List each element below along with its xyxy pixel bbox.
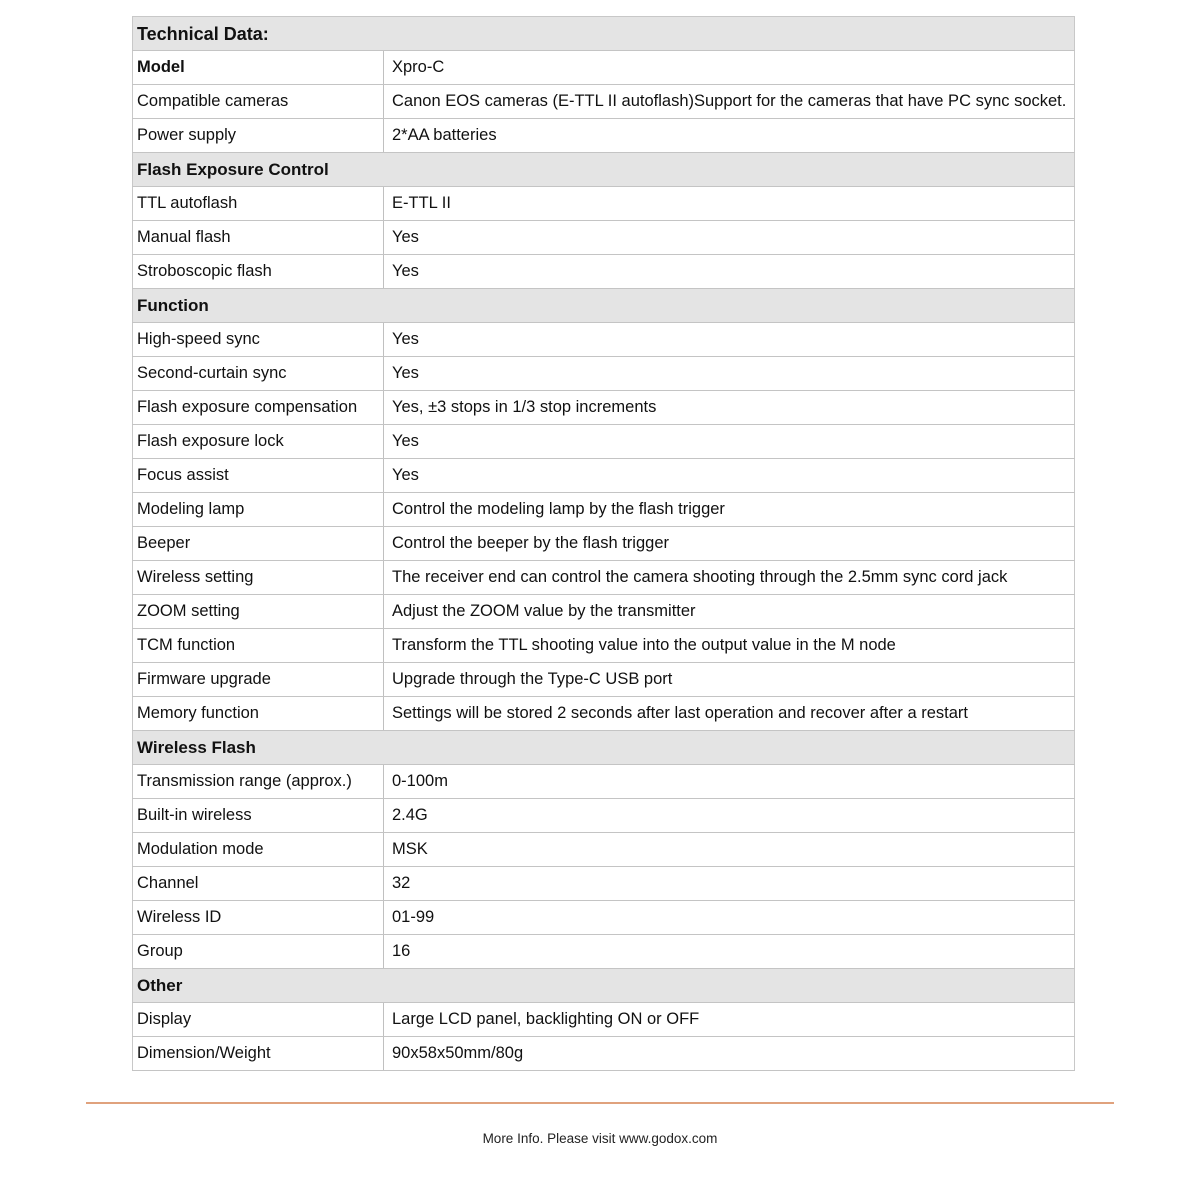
spec-value: Control the modeling lamp by the flash trigger <box>384 493 1075 527</box>
spec-value: Canon EOS cameras (E-TTL II autoflash)Support for the cameras that have PC sync socket. <box>384 85 1075 119</box>
spec-value: MSK <box>384 833 1075 867</box>
spec-value: 2.4G <box>384 799 1075 833</box>
spec-value: Large LCD panel, backlighting ON or OFF <box>384 1003 1075 1037</box>
spec-label: Built-in wireless <box>133 799 384 833</box>
table-row <box>133 119 1075 153</box>
spec-label: Display <box>133 1003 384 1037</box>
spec-label: Second-curtain sync <box>133 357 384 391</box>
table-row <box>133 765 1075 799</box>
table-row <box>133 527 1075 561</box>
section-heading: Flash Exposure Control <box>133 153 1075 187</box>
spec-label: Dimension/Weight <box>133 1037 384 1071</box>
spec-label: TTL autoflash <box>133 187 384 221</box>
spec-label: Channel <box>133 867 384 901</box>
spec-value: Yes <box>384 459 1075 493</box>
spec-label: ZOOM setting <box>133 595 384 629</box>
spec-value: E-TTL II <box>384 187 1075 221</box>
table-row <box>133 561 1075 595</box>
spec-value: Yes, ±3 stops in 1/3 stop increments <box>384 391 1075 425</box>
table-row <box>133 255 1075 289</box>
spec-value: Yes <box>384 221 1075 255</box>
spec-label: Power supply <box>133 119 384 153</box>
table-row <box>133 425 1075 459</box>
table-row <box>133 629 1075 663</box>
table-row <box>133 697 1075 731</box>
table-title: Technical Data: <box>133 17 1075 51</box>
table-row <box>133 187 1075 221</box>
section-heading: Wireless Flash <box>133 731 1075 765</box>
spec-label: Firmware upgrade <box>133 663 384 697</box>
section-header-row <box>133 731 1075 765</box>
spec-value: 01-99 <box>384 901 1075 935</box>
table-row <box>133 663 1075 697</box>
spec-label: Wireless ID <box>133 901 384 935</box>
spec-value: 90x58x50mm/80g <box>384 1037 1075 1071</box>
section-header-row <box>133 153 1075 187</box>
spec-value: The receiver end can control the camera shooting through the 2.5mm sync cord jack <box>384 561 1075 595</box>
table-row <box>133 85 1075 119</box>
spec-label: Flash exposure compensation <box>133 391 384 425</box>
section-heading: Function <box>133 289 1075 323</box>
table-row <box>133 799 1075 833</box>
spec-value: 0-100m <box>384 765 1075 799</box>
spec-label: Flash exposure lock <box>133 425 384 459</box>
spec-label: Group <box>133 935 384 969</box>
table-row <box>133 323 1075 357</box>
spec-label: Stroboscopic flash <box>133 255 384 289</box>
spec-label: Model <box>133 51 384 85</box>
table-row <box>133 1003 1075 1037</box>
table-row <box>133 935 1075 969</box>
spec-label: Memory function <box>133 697 384 731</box>
spec-label: Focus assist <box>133 459 384 493</box>
spec-value: 32 <box>384 867 1075 901</box>
table-title-row <box>133 17 1075 51</box>
spec-value: Xpro-C <box>384 51 1075 85</box>
spec-value: 2*AA batteries <box>384 119 1075 153</box>
spec-value: Adjust the ZOOM value by the transmitter <box>384 595 1075 629</box>
spec-label: TCM function <box>133 629 384 663</box>
table-row <box>133 833 1075 867</box>
spec-value: Yes <box>384 255 1075 289</box>
spec-value: Upgrade through the Type-C USB port <box>384 663 1075 697</box>
footer-text: More Info. Please visit www.godox.com <box>482 1131 718 1146</box>
section-header-row <box>133 969 1075 1003</box>
table-row <box>133 595 1075 629</box>
spec-value: Settings will be stored 2 seconds after last operation and recover after a restart <box>384 697 1075 731</box>
table-row <box>133 391 1075 425</box>
spec-label: Modeling lamp <box>133 493 384 527</box>
table-row <box>133 51 1075 85</box>
table-row <box>133 357 1075 391</box>
table-row <box>133 221 1075 255</box>
spec-label: Beeper <box>133 527 384 561</box>
section-heading: Other <box>133 969 1075 1003</box>
spec-label: Wireless setting <box>133 561 384 595</box>
table-row <box>133 1037 1075 1071</box>
spec-value: 16 <box>384 935 1075 969</box>
table-row <box>133 493 1075 527</box>
spec-label: Compatible cameras <box>133 85 384 119</box>
spec-label: High-speed sync <box>133 323 384 357</box>
footer-divider <box>86 1102 1114 1104</box>
spec-value: Yes <box>384 323 1075 357</box>
table-row <box>133 459 1075 493</box>
spec-value: Control the beeper by the flash trigger <box>384 527 1075 561</box>
spec-label: Manual flash <box>133 221 384 255</box>
table-row <box>133 867 1075 901</box>
spec-table <box>132 16 1075 1071</box>
spec-value: Transform the TTL shooting value into the output value in the M node <box>384 629 1075 663</box>
table-row <box>133 901 1075 935</box>
spec-label: Modulation mode <box>133 833 384 867</box>
spec-value: Yes <box>384 357 1075 391</box>
section-header-row <box>133 289 1075 323</box>
spec-value: Yes <box>384 425 1075 459</box>
spec-label: Transmission range (approx.) <box>133 765 384 799</box>
